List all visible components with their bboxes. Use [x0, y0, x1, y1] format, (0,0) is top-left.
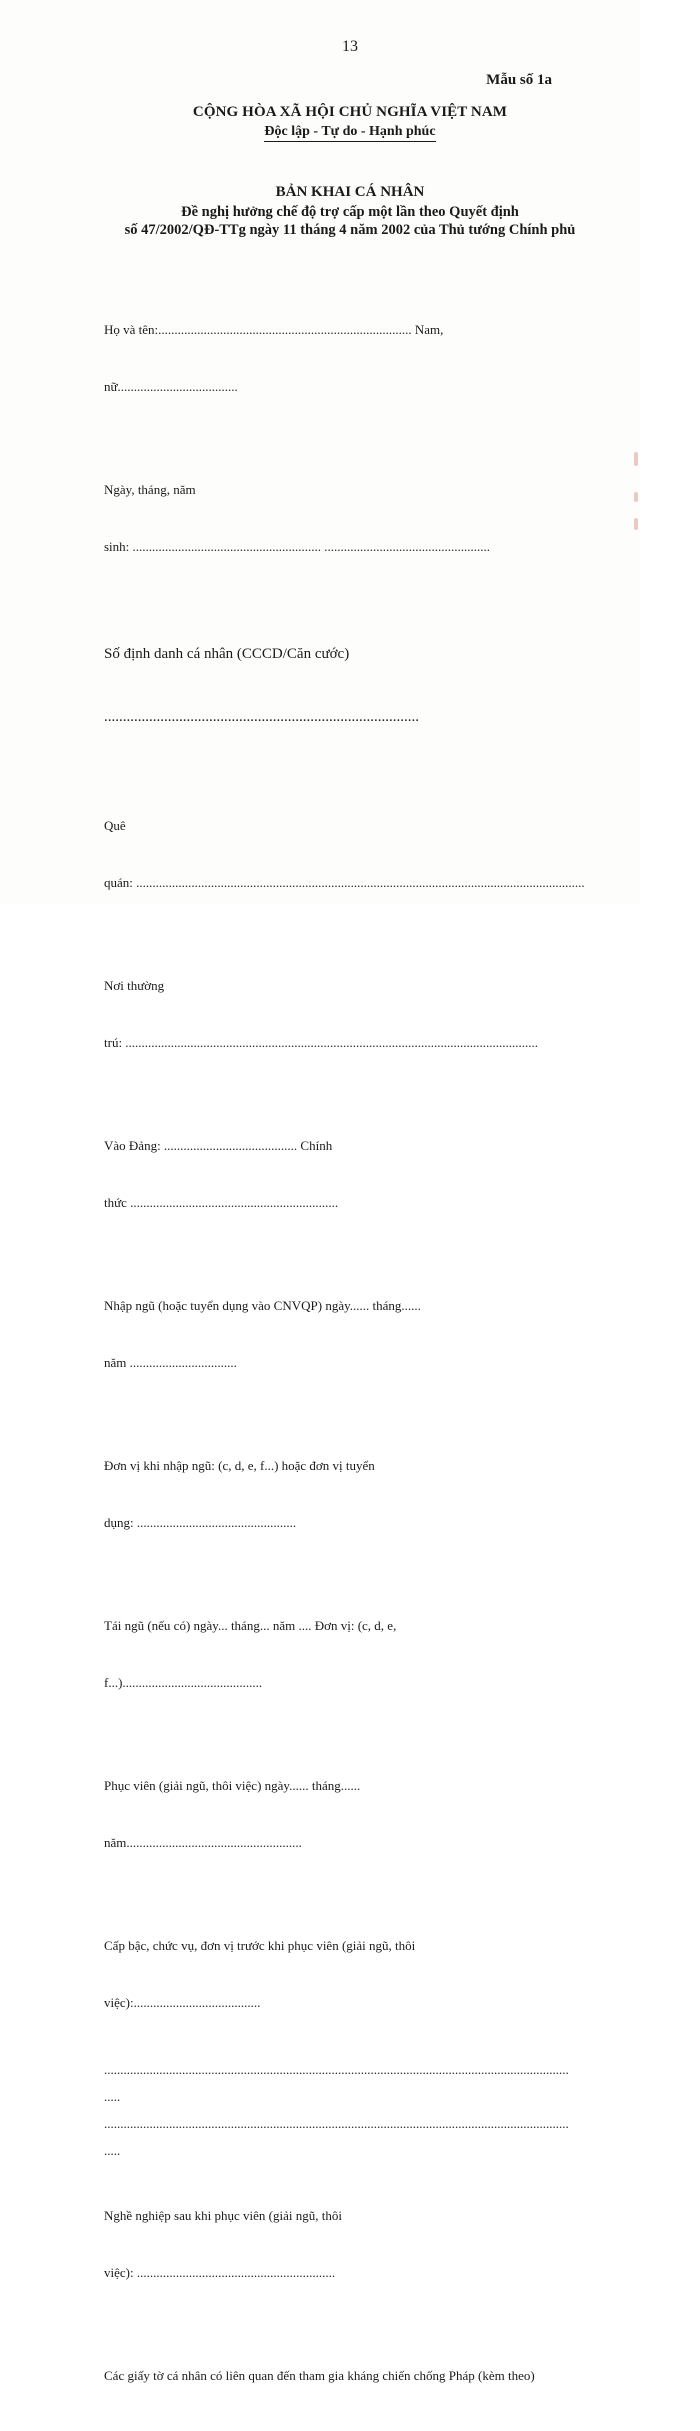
field-continuation: quán: ..........................................................................................................................................	[104, 875, 585, 890]
field-label: Các giấy tờ cá nhân có liên quan đến tham gia kháng chiến chống Pháp (kèm theo)	[104, 2368, 535, 2383]
field-full-name[interactable]	[104, 282, 594, 434]
scan-edge-mark	[634, 452, 638, 466]
field-continuation: nữ.....................................	[104, 379, 238, 394]
field-label: Họ và tên:.............................................................................. Nam,	[104, 322, 444, 337]
field-continuation: việc): .............................................................	[104, 2265, 336, 2280]
field-label: Ngày, tháng, năm	[104, 482, 196, 497]
field-continuation: ....................................................................................	[104, 709, 419, 725]
field-continuation: trú: ...............................................................................................................................	[104, 1035, 539, 1050]
page-number: 13	[342, 38, 358, 55]
blank-dotted-line-end: .....	[104, 2089, 121, 2104]
field-residence[interactable]	[104, 938, 594, 1090]
field-continuation: f...)...........................................	[104, 1675, 263, 1690]
field-continuation: năm .................................	[104, 1355, 237, 1370]
national-title: CỘNG HÒA XÃ HỘI CHỦ NGHĨA VIỆT NAM	[192, 104, 508, 120]
field-enlistment-date[interactable]	[104, 1258, 594, 1410]
field-personal-id[interactable]	[104, 602, 594, 770]
field-label: Tái ngũ (nếu có) ngày... tháng... năm .... Đơn vị: (c, d, e,	[104, 1618, 397, 1633]
field-label: Quê	[104, 818, 126, 833]
field-label: Nơi thường	[104, 978, 165, 993]
field-continuation: dụng: .................................................	[104, 1515, 297, 1530]
blank-dotted-line-end: .....	[104, 2143, 121, 2158]
blank-dotted-line[interactable]: ...............................................................................................................................................	[104, 2062, 569, 2077]
field-label: Phục viên (giải ngũ, thôi việc) ngày...... tháng......	[104, 1778, 361, 1793]
form-fields	[104, 282, 594, 2431]
field-label: Vào Đảng: ......................................... Chính	[104, 1138, 333, 1153]
field-rank-position-unit[interactable]	[104, 1898, 594, 2050]
document-title: BẢN KHAI CÁ NHÂN	[275, 184, 425, 200]
field-label: Số định danh cá nhân (CCCD/Căn cước)	[104, 646, 350, 662]
field-label: Đơn vị khi nhập ngũ: (c, d, e, f...) hoặc đơn vị tuyển	[104, 1458, 375, 1473]
field-enlistment-unit[interactable]	[104, 1418, 594, 1570]
national-motto	[0, 124, 700, 142]
field-demobilization-date[interactable]	[104, 1738, 594, 1890]
document-subtitle-line-1: Đề nghị hưởng chế độ trợ cấp một lần theo Quyết định	[181, 204, 519, 220]
form-code: Mẫu số 1a	[486, 72, 552, 88]
scan-edge-mark	[634, 518, 638, 530]
document-subtitle-line-2: số 47/2002/QĐ-TTg ngày 11 tháng 4 năm 2002 của Thủ tướng Chính phủ	[124, 222, 576, 238]
field-label: Cấp bậc, chức vụ, đơn vị trước khi phục viên (giải ngũ, thôi	[104, 1938, 416, 1953]
field-continuation: năm......................................................	[104, 1835, 302, 1850]
field-party-admission[interactable]	[104, 1098, 594, 1250]
field-supporting-documents[interactable]	[104, 2328, 594, 2423]
field-continuation: sinh: .......................................................... ...................................................	[104, 539, 491, 554]
blank-dotted-line[interactable]: ...............................................................................................................................................	[104, 2116, 569, 2131]
field-continuation: thức ................................................................	[104, 1195, 339, 1210]
field-label: Nghề nghiệp sau khi phục viên (giải ngũ, thôi	[104, 2208, 342, 2223]
field-re-enlistment[interactable]	[104, 1578, 594, 1730]
field-occupation-after[interactable]	[104, 2168, 594, 2320]
field-hometown[interactable]	[104, 778, 594, 930]
field-continuation: việc):.......................................	[104, 1995, 261, 2010]
motto-text: Độc lập - Tự do - Hạnh phúc	[264, 124, 435, 142]
scan-edge-mark	[634, 492, 638, 502]
field-date-of-birth[interactable]	[104, 442, 594, 594]
field-label: Nhập ngũ (hoặc tuyển dụng vào CNVQP) ngày...... tháng......	[104, 1298, 421, 1313]
